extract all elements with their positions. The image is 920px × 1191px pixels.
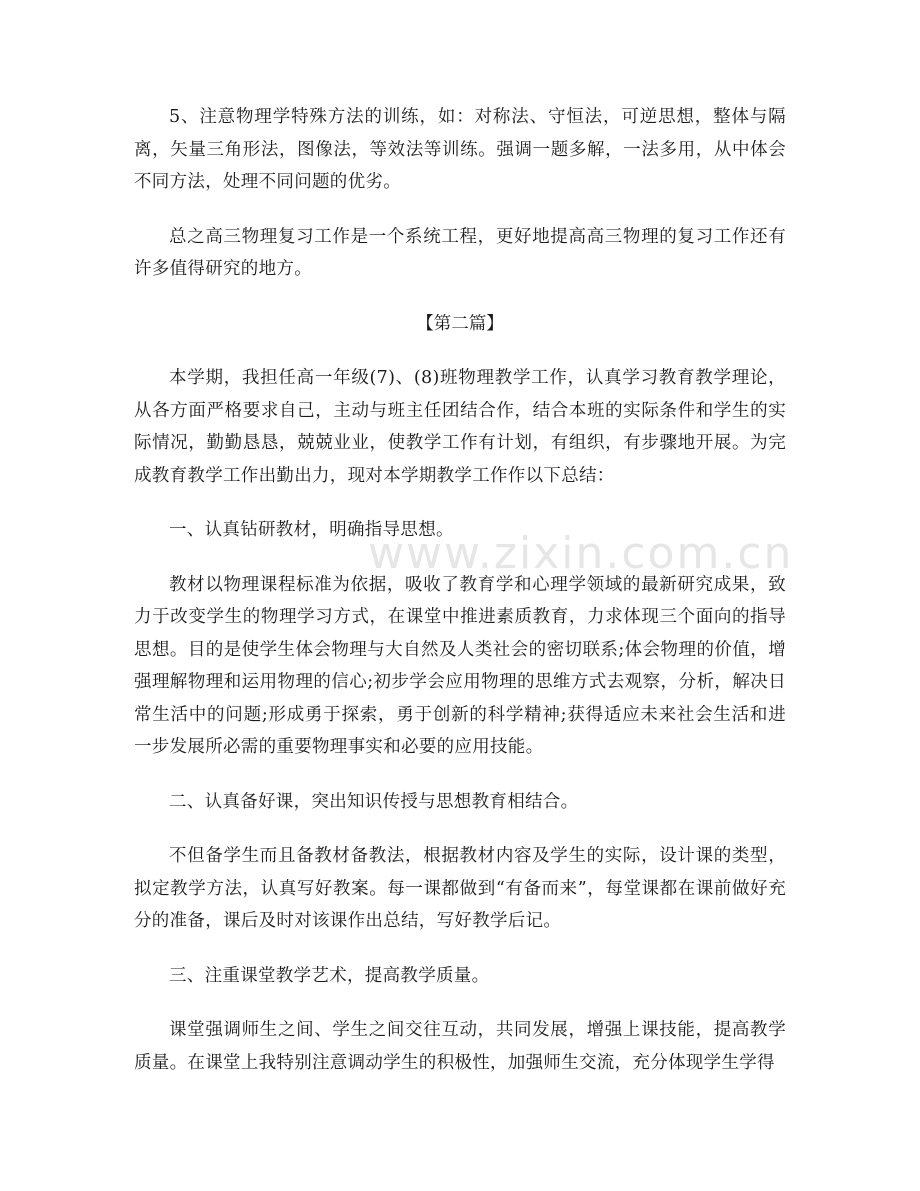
paragraph-lesson-prep: 不但备学生而且备教材备教法，根据教材内容及学生的实际，设计课的类型，拟定教学方法，认真写好教案。每一课都做到“有备而来”，每堂课都在课前做好充分的准备，课后及时对该课作出总结，写好教学后记。 [134, 846, 786, 931]
watermark: www.zixin.com.cn [368, 528, 794, 579]
paragraph-materials: 教材以物理课程标准为依据，吸收了教育学和心理学领域的最新研究成果，致力于改变学生的物理学习方式，在课堂中推进素质教育，力求体现三个面向的指导思想。目的是使学生体会物理与大自然及人类社会的密切联系;体会物理的价值，增强理解物理和运用物理的信心;初步学会应用物理的思维方式去观察，分析，解决日常生活中的问题;形成勇于探索，勇于创新的科学精神;获得适应未来社会生活和进一步发展所必需的重要物理事实和必要的应用技能。 [134, 574, 786, 757]
paragraph-method-training: 5、注意物理学特殊方法的训练，如：对称法、守恒法，可逆思想，整体与隔离，矢量三角形法，图像法，等效法等训练。强调一题多解，一法多用，从中体会不同方法，处理不同问题的优劣。 [134, 107, 786, 192]
subheading-classroom-art: 三、注重课堂教学艺术，提高教学质量。 [169, 965, 490, 986]
document-body [134, 101, 786, 1101]
subheading-study-materials: 一、认真钻研教材，明确指导思想。 [169, 520, 454, 540]
paragraph-classroom: 课堂强调师生之间、学生之间交往互动，共同发展，增强上课技能，提高教学质量。在课堂上我特别注意调动学生的积极性，加强师生交流，充分体现学生学得 [134, 1020, 786, 1073]
paragraph-summary: 总之高三物理复习工作是一个系统工程，更好地提高高三物理的复习工作还有许多值得研究的地方。 [134, 226, 786, 279]
section-heading-part-two: 【第二篇】 [416, 313, 504, 334]
paragraph-intro: 本学期，我担任高一年级(7)、(8)班物理教学工作，认真学习教育教学理论，从各方面严格要求自己，主动与班主任团结合作，结合本班的实际条件和学生的实际情况，勤勤恳恳，兢兢业业，使教学工作有计划，有组织，有步骤地开展。为完成教育教学工作出勤出力，现对本学期教学工作作以下总结： [134, 368, 786, 486]
subheading-lesson-prep: 二、认真备好课，突出知识传授与思想教育相结合。 [169, 791, 579, 812]
